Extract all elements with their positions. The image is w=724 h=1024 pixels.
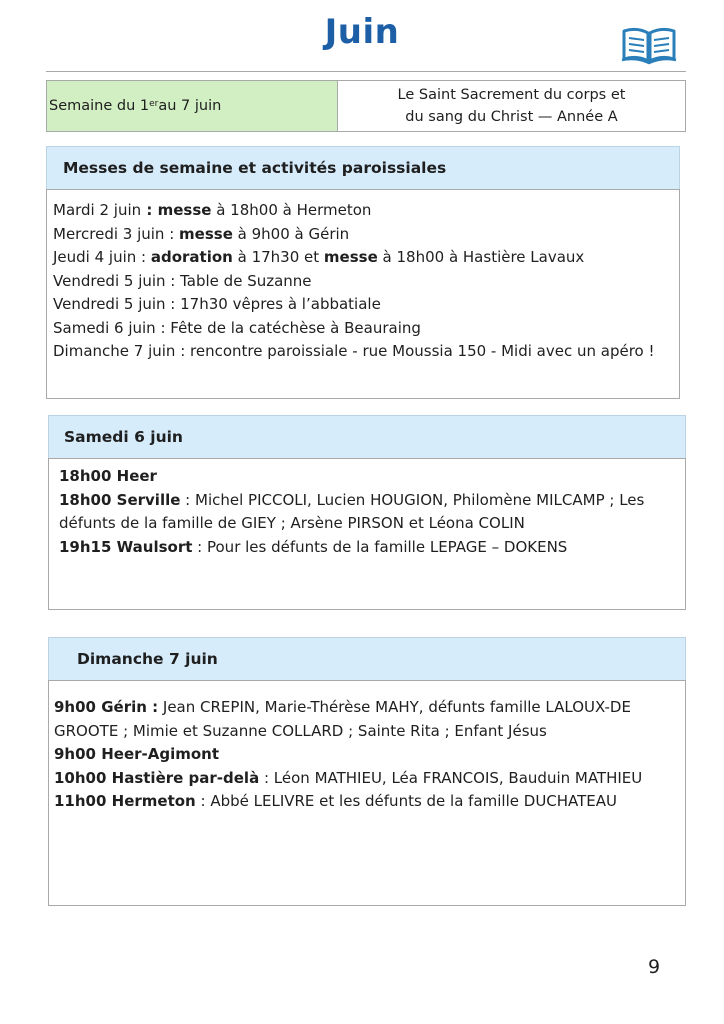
text-segment: Jeudi 4 juin : — [53, 248, 151, 266]
sunday-lines — [54, 696, 681, 814]
saturday-section-title: Samedi 6 juin — [64, 428, 183, 446]
text-segment: : Pour les défunts de la famille LEPAGE – DOKENS — [192, 537, 568, 556]
text-line — [53, 340, 671, 364]
text-line — [53, 317, 671, 341]
text-segment: : Michel PICCOLI, Lucien HOUGION, Philomène MILCAMP ; Les défunts de la famille de GIEY ; Arsène PIRSON et Léona COLIN — [59, 490, 645, 532]
sunday-section-header — [48, 637, 686, 681]
text-segment: 11h00 Hermeton — [54, 792, 196, 810]
text-segment: Vendredi 5 juin : Table de Suzanne — [53, 271, 312, 290]
text-line — [54, 790, 681, 814]
text-segment: à 17h30 et — [232, 248, 324, 266]
feast-line-1: Le Saint Sacrement du corps et — [397, 87, 626, 103]
feast-line-2: du sang du Christ — Année A — [405, 109, 618, 125]
sunday-section-title: Dimanche 7 juin — [77, 650, 218, 668]
text-segment: 18h00 Heer — [59, 467, 157, 485]
text-segment: 9h00 Gérin : — [54, 698, 159, 716]
saturday-section-header — [48, 415, 686, 459]
text-segment: à 18h00 à Hastière Lavaux — [377, 248, 585, 266]
text-line — [53, 293, 671, 317]
text-segment: 10h00 Hastière par-delà — [54, 768, 260, 787]
text-segment: : Léon MATHIEU, Léa FRANCOIS, Bauduin MATHIEU — [259, 768, 643, 787]
week-range-sup: er — [149, 99, 159, 109]
text-line — [59, 465, 677, 489]
text-segment: Mercredi 3 juin : — [53, 224, 180, 243]
title-divider — [46, 71, 686, 72]
saturday-lines — [59, 465, 677, 559]
text-segment: Dimanche 7 juin : rencontre paroissiale - rue Moussia 150 - Midi avec un apéro ! — [53, 342, 655, 360]
text-line — [54, 767, 681, 791]
week-range-prefix: Semaine du 1 — [49, 98, 150, 114]
text-line — [59, 536, 677, 560]
open-book-icon — [620, 25, 678, 65]
text-segment: Samedi 6 juin : Fête de la catéchèse à Beauraing — [53, 318, 421, 337]
text-segment: messe — [323, 248, 378, 266]
weekday-section-body — [46, 189, 680, 399]
text-line — [53, 270, 671, 294]
page-number: 9 — [648, 956, 661, 978]
text-segment: Vendredi 5 juin : 17h30 vêpres à l’abbatiale — [53, 295, 381, 313]
weekday-section-header — [46, 146, 680, 190]
week-table — [46, 80, 686, 132]
text-segment: 19h15 Waulsort — [59, 537, 193, 556]
text-line — [54, 743, 681, 767]
text-segment: 18h00 Serville — [59, 490, 181, 509]
text-line — [59, 489, 677, 536]
text-segment: à 18h00 à Hermeton — [211, 201, 372, 219]
text-line — [53, 199, 671, 223]
text-segment: Jean CREPIN, Marie-Thérèse MAHY, défunts famille LALOUX-DE GROOTE ; Mimie et Suzanne COLLARD ; Sainte Rita ; Enfant Jésus — [54, 698, 631, 740]
weekday-lines — [53, 199, 671, 364]
text-segment: messe — [179, 224, 233, 243]
week-range-cell — [47, 81, 338, 131]
text-line — [54, 696, 681, 743]
text-line — [53, 223, 671, 247]
weekday-section-title: Messes de semaine et activités paroissiales — [63, 159, 447, 177]
text-segment: : — [141, 201, 158, 219]
text-segment: messe — [157, 201, 212, 219]
saturday-section-body — [48, 458, 686, 610]
page-title: Juin — [324, 12, 400, 52]
feast-cell — [338, 81, 685, 131]
text-segment: adoration — [150, 248, 233, 266]
week-range-suffix: au 7 juin — [158, 98, 222, 114]
text-line — [53, 246, 671, 270]
text-segment: Mardi 2 juin — [53, 201, 142, 219]
text-segment: 9h00 Heer-Agimont — [54, 745, 220, 763]
text-segment: à 9h00 à Gérin — [232, 224, 350, 243]
sunday-section-body — [48, 680, 686, 906]
text-segment: : Abbé LELIVRE et les défunts de la famille DUCHATEAU — [195, 792, 618, 810]
